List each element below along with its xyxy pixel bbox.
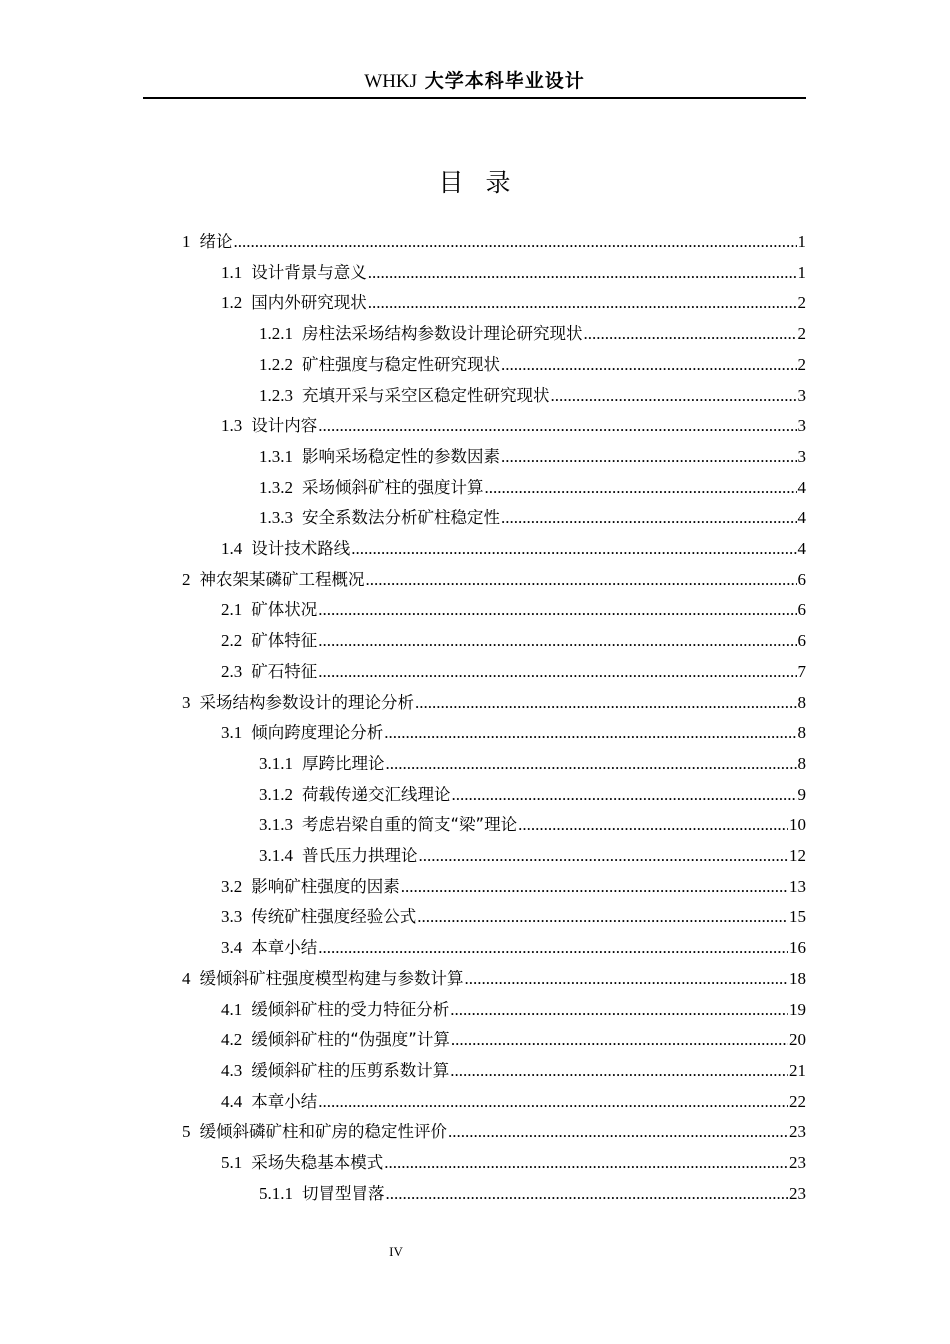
toc-entry-title: 设计内容 [251, 416, 318, 435]
toc-entry-number: 4.4 [221, 1092, 243, 1111]
toc-entry-number: 4.1 [221, 1000, 243, 1019]
toc-entry[interactable] [221, 598, 806, 622]
toc-entry-number: 4.3 [221, 1061, 243, 1080]
toc-dot-leader [386, 1182, 789, 1206]
toc-entry-title: 设计背景与意义 [251, 263, 367, 282]
toc-entry-title: 安全系数法分析矿柱稳定性 [302, 508, 500, 527]
page-number: IV [389, 1244, 403, 1259]
toc-dot-leader [401, 875, 788, 899]
toc-entry-title: 矿石特征 [251, 662, 318, 681]
toc-entry[interactable] [259, 783, 806, 807]
toc-entry-page: 4 [797, 478, 806, 497]
toc-entry-number: 1.2 [221, 293, 243, 312]
toc-dot-leader [450, 1059, 788, 1083]
toc-entry[interactable] [221, 629, 806, 653]
toc-entry-page: 3 [797, 386, 806, 405]
toc-entry-number: 1.3.2 [259, 478, 293, 497]
toc-entry-number: 2.3 [221, 662, 243, 681]
toc-dot-leader [485, 476, 797, 500]
toc-entry-title: 缓倾斜矿柱的受力特征分析 [251, 1000, 450, 1019]
toc-entry-title: 切冒型冒落 [302, 1184, 385, 1203]
toc-entry-number: 1.2.1 [259, 324, 293, 343]
toc-dot-leader [450, 998, 788, 1022]
toc-entry-page: 3 [797, 416, 806, 435]
toc-entry-page: 19 [789, 1000, 806, 1019]
toc-entry-number: 5.1 [221, 1153, 243, 1172]
toc-entry[interactable] [182, 230, 806, 254]
toc-dot-leader [551, 384, 797, 408]
toc-entry-title: 国内外研究现状 [251, 293, 367, 312]
toc-entry-page: 6 [797, 631, 806, 650]
toc-dot-leader [384, 1151, 788, 1175]
toc-entry-page: 2 [797, 324, 806, 343]
header-divider [143, 97, 806, 99]
toc-dot-leader [584, 322, 797, 346]
toc-entry-title: 矿体特征 [251, 631, 318, 650]
toc-entry[interactable] [182, 568, 806, 592]
toc-entry-page: 4 [797, 539, 806, 558]
toc-entry-page: 23 [789, 1122, 806, 1141]
toc-entry-page: 12 [789, 846, 806, 865]
toc-entry[interactable] [259, 384, 806, 408]
toc-dot-leader [318, 629, 796, 653]
toc-entry-page: 6 [797, 600, 806, 619]
toc-entry-title: 缓倾斜矿柱的“伪强度”计算 [251, 1030, 450, 1049]
toc-entry-number: 1.3 [221, 416, 243, 435]
toc-entry-page: 7 [797, 662, 806, 681]
toc-entry[interactable] [182, 967, 806, 991]
toc-entry-number: 1.2.2 [259, 355, 293, 374]
toc-entry-title: 充填开采与采空区稳定性研究现状 [302, 386, 550, 405]
toc-entry[interactable] [221, 660, 806, 684]
toc-entry-page: 21 [789, 1061, 806, 1080]
toc-entry[interactable] [259, 813, 806, 837]
toc-entry[interactable] [259, 322, 806, 346]
toc-entry-number: 3.4 [221, 938, 243, 957]
toc-entry-title: 房柱法采场结构参数设计理论研究现状 [302, 324, 583, 343]
toc-dot-leader [465, 967, 789, 991]
toc-entry[interactable] [221, 414, 806, 438]
toc-dot-leader [384, 721, 796, 745]
toc-entry[interactable] [221, 291, 806, 315]
toc-dot-leader [501, 353, 797, 377]
toc-dot-leader [501, 445, 797, 469]
toc-entry-page: 2 [797, 293, 806, 312]
toc-entry-title: 影响矿柱强度的因素 [251, 877, 400, 896]
toc-entry-page: 8 [797, 754, 806, 773]
toc-entry[interactable] [259, 1182, 806, 1206]
toc-entry-page: 16 [789, 938, 806, 957]
header-title: 大学本科毕业设计 [424, 70, 585, 92]
toc-entry-page: 18 [789, 969, 806, 988]
toc-entry[interactable] [221, 1028, 806, 1052]
toc-dot-leader [415, 691, 797, 715]
toc-entry-page: 23 [789, 1153, 806, 1172]
toc-entry-page: 9 [797, 785, 806, 804]
toc-entry-page: 1 [797, 263, 806, 282]
toc-entry-title: 矿柱强度与稳定性研究现状 [302, 355, 500, 374]
toc-dot-leader [419, 844, 789, 868]
toc-dot-leader [501, 506, 797, 530]
toc-entry[interactable] [221, 721, 806, 745]
toc-entry-title: 倾向跨度理论分析 [251, 723, 384, 742]
toc-entry[interactable] [221, 998, 806, 1022]
toc-entry-number: 1.3.3 [259, 508, 293, 527]
toc-entry[interactable] [221, 936, 806, 960]
toc-dot-leader [234, 230, 797, 254]
toc-entry-page: 15 [789, 907, 806, 926]
toc-entry-number: 3.1.4 [259, 846, 293, 865]
toc-entry-number: 3.2 [221, 877, 243, 896]
toc-entry[interactable] [221, 905, 806, 929]
toc-entry-title: 普氏压力拱理论 [302, 846, 418, 865]
toc-entry-number: 3.1.2 [259, 785, 293, 804]
toc-dot-leader [518, 813, 788, 837]
toc-dot-leader [417, 905, 788, 929]
toc-dot-leader [451, 1028, 788, 1052]
running-header [143, 68, 806, 95]
toc-entry-page: 3 [797, 447, 806, 466]
toc-entry-page: 1 [797, 232, 806, 251]
toc-entry[interactable] [221, 261, 806, 285]
toc-dot-leader [368, 291, 797, 315]
toc-entry-title: 考虑岩梁自重的简支“梁”理论 [302, 815, 518, 834]
toc-entry-number: 5.1.1 [259, 1184, 293, 1203]
toc-entry[interactable] [221, 1090, 806, 1114]
toc-entry-page: 23 [789, 1184, 806, 1203]
toc-entry-number: 2.2 [221, 631, 243, 650]
toc-dot-leader [318, 936, 788, 960]
toc-entry[interactable] [259, 752, 806, 776]
toc-entry-title: 矿体状况 [251, 600, 318, 619]
toc-dot-leader [351, 537, 796, 561]
toc-entry-number: 3 [182, 693, 191, 712]
toc-entry-title: 影响采场稳定性的参数因素 [302, 447, 500, 466]
toc-entry-page: 8 [797, 693, 806, 712]
toc-entry-page: 2 [797, 355, 806, 374]
toc-entry-title: 缓倾斜磷矿柱和矿房的稳定性评价 [199, 1122, 447, 1141]
toc-dot-leader [366, 568, 797, 592]
toc-entry-number: 3.1.1 [259, 754, 293, 773]
toc-dot-leader [368, 261, 797, 285]
toc-entry[interactable] [259, 844, 806, 868]
toc-entry-title: 神农架某磷矿工程概况 [199, 570, 365, 589]
toc-entry-number: 1.1 [221, 263, 243, 282]
toc-entry-title: 绪论 [199, 232, 233, 251]
toc-entry-title: 缓倾斜矿柱强度模型构建与参数计算 [199, 969, 464, 988]
toc-entry-number: 3.3 [221, 907, 243, 926]
toc-entry-page: 6 [797, 570, 806, 589]
toc-entry[interactable] [221, 537, 806, 561]
toc-entry-title: 设计技术路线 [251, 539, 351, 558]
toc-entry-number: 1 [182, 232, 191, 251]
toc-entry-title: 厚跨比理论 [302, 754, 385, 773]
toc-entry[interactable] [259, 476, 806, 500]
toc-entry-title: 采场失稳基本模式 [251, 1153, 384, 1172]
toc-entry[interactable] [259, 353, 806, 377]
toc-entry-page: 10 [789, 815, 806, 834]
toc-dot-leader [318, 598, 796, 622]
toc-entry-number: 2 [182, 570, 191, 589]
toc-entry[interactable] [221, 1151, 806, 1175]
toc-entry-number: 5 [182, 1122, 191, 1141]
toc-entry[interactable] [221, 1059, 806, 1083]
toc-dot-leader [318, 1090, 788, 1114]
toc-entry-page: 22 [789, 1092, 806, 1111]
toc-entry-number: 4 [182, 969, 191, 988]
toc-entry-page: 20 [789, 1030, 806, 1049]
toc-entry-page: 4 [797, 508, 806, 527]
toc-entry-title: 本章小结 [251, 938, 318, 957]
toc-entry-page: 8 [797, 723, 806, 742]
toc-entry-number: 3.1.3 [259, 815, 293, 834]
toc-entry[interactable] [259, 506, 806, 530]
toc-dot-leader [448, 1120, 788, 1144]
toc-entry-number: 1.3.1 [259, 447, 293, 466]
toc-entry-title: 采场结构参数设计的理论分析 [199, 693, 414, 712]
toc-dot-leader [318, 414, 796, 438]
toc-entry-page: 13 [789, 877, 806, 896]
toc-entry[interactable] [182, 1120, 806, 1144]
toc-entry[interactable] [259, 445, 806, 469]
toc-entry-title: 采场倾斜矿柱的强度计算 [302, 478, 484, 497]
toc-dot-leader [452, 783, 797, 807]
toc-entry-number: 3.1 [221, 723, 243, 742]
toc-entry[interactable] [182, 691, 806, 715]
toc-dot-leader [318, 660, 796, 684]
toc-entry-number: 4.2 [221, 1030, 243, 1049]
toc-entry-title: 缓倾斜矿柱的压剪系数计算 [251, 1061, 450, 1080]
toc-entry-title: 荷载传递交汇线理论 [302, 785, 451, 804]
header-prefix: WHKJ [364, 71, 418, 92]
toc-dot-leader [386, 752, 797, 776]
toc-entry-number: 1.4 [221, 539, 243, 558]
toc-entry-number: 2.1 [221, 600, 243, 619]
page-title: 目录 [438, 168, 533, 197]
toc-entry[interactable] [221, 875, 806, 899]
toc-entry-title: 传统矿柱强度经验公式 [251, 907, 417, 926]
toc-entry-number: 1.2.3 [259, 386, 293, 405]
toc-entry-title: 本章小结 [251, 1092, 318, 1111]
